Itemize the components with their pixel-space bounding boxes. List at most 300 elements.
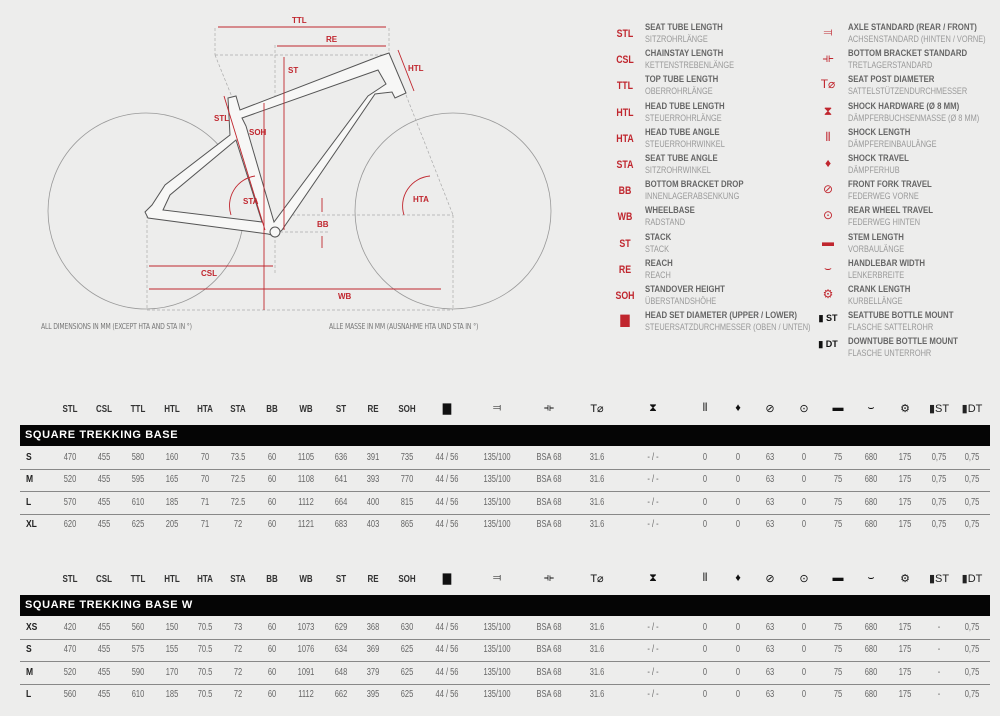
table-cell: 44 / 56 <box>435 518 459 530</box>
table-cell: 520 <box>63 666 77 678</box>
size-label: S <box>26 644 32 656</box>
legend-label-en: HANDLEBAR WIDTH <box>848 257 926 269</box>
table-cell: 70.5 <box>197 622 213 633</box>
table-cell: 44 / 56 <box>435 644 459 656</box>
legend-label-en: STANDOVER HEIGHT <box>645 284 725 295</box>
table-cell: 0 <box>702 518 708 530</box>
table-cell: 75 <box>833 452 843 463</box>
table-cell: 0,75 <box>964 518 980 530</box>
fork-travel-icon: ⊘ <box>765 573 775 585</box>
legend-label-de: TRETLAGERSTANDARD <box>848 60 933 71</box>
table-cell: 680 <box>864 474 878 486</box>
table-cell: 31.6 <box>589 644 605 656</box>
table-cell: 60 <box>267 622 277 633</box>
model-title-bar <box>20 425 990 446</box>
table-cell: 0 <box>702 452 708 463</box>
table-cell: 680 <box>864 518 878 530</box>
legend-code: HTA <box>616 132 634 145</box>
legend-label-de: SATTELSTÜTZENDURCHMESSER <box>848 86 968 97</box>
table-cell: 664 <box>334 496 348 508</box>
table-cell: BSA 68 <box>536 474 562 486</box>
table-cell: 610 <box>131 688 145 700</box>
table-cell: 175 <box>898 474 912 486</box>
legend-label-en: SHOCK LENGTH <box>848 126 911 138</box>
table-row <box>20 639 990 662</box>
table-cell: 865 <box>400 518 414 530</box>
table-cell: 44 / 56 <box>435 452 459 463</box>
label-wb: WB <box>338 292 352 301</box>
table-cell: 0 <box>735 518 741 530</box>
size-label: M <box>26 666 34 678</box>
table-cell: 150 <box>165 622 179 633</box>
legend-label-de: OBERROHRLÄNGE <box>645 86 713 97</box>
table-cell: 683 <box>334 518 348 530</box>
table-cell: 185 <box>165 688 179 700</box>
table-cell: 580 <box>131 452 145 463</box>
table-cell: 135/100 <box>483 688 511 700</box>
table-cell: - / - <box>647 688 659 700</box>
table-cell: 0 <box>735 474 741 486</box>
legend-label-de: SITZROHRLÄNGE <box>645 34 708 44</box>
table-cell: 680 <box>864 452 878 463</box>
legend-label-de: LENKERBREITE <box>848 269 905 280</box>
table-cell: 75 <box>833 666 843 678</box>
table-cell: 575 <box>131 644 145 656</box>
table-row <box>20 684 990 706</box>
table-cell: 0,75 <box>964 496 980 508</box>
table-cell: 680 <box>864 644 878 656</box>
table-cell: 636 <box>334 452 348 463</box>
table-cell: 1108 <box>297 474 315 486</box>
table-cell: 470 <box>63 452 77 463</box>
table-cell: 63 <box>765 688 775 700</box>
table-cell: 70 <box>200 474 210 486</box>
shock-hardware-icon: ⧗ <box>823 103 833 118</box>
table-cell: 72.5 <box>230 496 246 508</box>
legend-label-en: TOP TUBE LENGTH <box>645 74 719 86</box>
seatpost-icon: T⌀ <box>590 403 604 415</box>
legend-label-de: FLASCHE SATTELROHR <box>848 322 934 333</box>
table-cell: 73.5 <box>230 452 246 463</box>
bottle-st-icon: ▮ ST <box>818 313 838 324</box>
table-cell: 175 <box>898 518 912 530</box>
table-cell: 60 <box>267 666 277 678</box>
table-row <box>20 492 990 515</box>
table-cell: 44 / 56 <box>435 474 459 486</box>
seatpost-icon: T⌀ <box>820 77 836 92</box>
handlebar-icon: ⌣ <box>867 572 875 584</box>
table-row <box>20 617 990 640</box>
table-cell: 60 <box>267 518 277 530</box>
headset-icon: ▇ <box>442 403 452 415</box>
seatpost-icon: T⌀ <box>590 573 604 585</box>
table-cell: 0,75 <box>931 474 947 486</box>
table-cell: 0,75 <box>964 644 980 656</box>
legend-label-de: ACHSENSTANDARD (HINTEN / VORNE) <box>848 34 986 44</box>
legend-label-en: HEAD TUBE LENGTH <box>645 100 725 112</box>
legend-label-en: BOTTOM BRACKET DROP <box>645 179 744 191</box>
table-cell: 0 <box>735 496 741 508</box>
column-header-csl: CSL <box>96 574 112 585</box>
model-title: SQUARE TREKKING BASE W <box>25 599 193 611</box>
table-cell: 560 <box>63 688 77 700</box>
legend-label-en: SEAT TUBE ANGLE <box>645 153 718 164</box>
table-cell: 400 <box>366 496 380 508</box>
table-cell: 629 <box>334 622 348 633</box>
table-cell: 135/100 <box>483 644 511 656</box>
shock-length-icon: ⦀ <box>825 129 831 144</box>
column-header-htl: HTL <box>164 404 180 415</box>
table-cell: 185 <box>165 496 179 508</box>
table-cell: - <box>937 666 941 678</box>
table-cell: 75 <box>833 496 843 508</box>
table-cell: 0 <box>702 474 708 486</box>
table-cell: BSA 68 <box>536 452 562 463</box>
table-cell: 175 <box>898 688 912 700</box>
table-cell: 72 <box>233 644 243 656</box>
shock-length-icon: ⦀ <box>702 402 708 414</box>
table-cell: 403 <box>366 518 380 530</box>
bottle-dt-icon: ▮ DT <box>818 339 838 350</box>
table-cell: 72 <box>233 688 243 700</box>
legend-label-de: SITZROHRWINKEL <box>645 165 711 175</box>
table-cell: 175 <box>898 622 912 633</box>
legend-code: WB <box>617 211 633 224</box>
legend-label-de: KETTENSTREBENLÄNGE <box>645 60 734 71</box>
bottom-bracket-icon: ⟛ <box>544 572 554 584</box>
legend-label-de: DÄMPFERHUB <box>848 165 900 175</box>
table-cell: 735 <box>400 452 414 463</box>
table-cell: 379 <box>366 666 380 678</box>
shock-travel-icon: ♦ <box>735 402 741 414</box>
handlebar-icon: ⌣ <box>867 402 875 414</box>
table-cell: 560 <box>131 622 145 633</box>
table-cell: 0 <box>801 688 807 700</box>
table-cell: 0 <box>735 452 741 463</box>
table-cell: 680 <box>864 496 878 508</box>
column-header-hta: HTA <box>197 404 213 415</box>
table-cell: 135/100 <box>483 496 511 508</box>
table-cell: 0 <box>801 452 807 463</box>
table-cell: 625 <box>131 518 145 530</box>
table-cell: 71 <box>200 518 210 530</box>
legend-label-en: REAR WHEEL TRAVEL <box>848 205 933 217</box>
table-cell: 71 <box>200 496 210 508</box>
table-cell: - / - <box>647 474 659 486</box>
table-row <box>20 514 990 536</box>
crank-icon: ⚙ <box>822 287 834 301</box>
table-cell: 155 <box>165 644 179 656</box>
table-cell: 44 / 56 <box>435 622 459 633</box>
table-cell: 455 <box>97 496 111 508</box>
table-cell: 73 <box>233 622 243 633</box>
table-cell: 31.6 <box>589 518 605 530</box>
table-cell: 170 <box>165 666 179 678</box>
table-cell: 175 <box>898 452 912 463</box>
table-cell: 72 <box>233 518 243 530</box>
table-cell: 0 <box>702 688 708 700</box>
table-cell: 63 <box>765 518 775 530</box>
shock-length-icon: ⦀ <box>702 572 708 584</box>
note-en: ALL DIMENSIONS IN MM (EXCEPT HTA AND STA IN °) <box>41 322 192 331</box>
shock-hardware-icon: ⧗ <box>649 402 657 414</box>
column-header-bb: BB <box>266 574 278 585</box>
legend-label-en: REACH <box>645 257 673 269</box>
table-cell: 1112 <box>298 688 314 700</box>
legend-label-de: KURBELLÄNGE <box>848 296 903 306</box>
table-cell: 1105 <box>297 452 315 463</box>
frame <box>145 53 406 237</box>
column-header-hta: HTA <box>197 574 213 585</box>
table-cell: - / - <box>647 496 659 508</box>
crank-icon: ⚙ <box>900 573 910 585</box>
stem-icon: ▬ <box>832 402 844 414</box>
legend-label-en: SEAT POST DIAMETER <box>848 74 935 86</box>
table-cell: 455 <box>97 518 111 530</box>
table-row <box>20 447 990 470</box>
table-cell: BSA 68 <box>536 666 562 678</box>
model-title-bar <box>20 595 990 616</box>
table-cell: 44 / 56 <box>435 666 459 678</box>
table-cell: 570 <box>63 496 77 508</box>
label-sta: STA <box>243 197 259 206</box>
table-cell: 44 / 56 <box>435 688 459 700</box>
table-cell: 648 <box>334 666 348 678</box>
table-cell: 455 <box>97 688 111 700</box>
table-cell: - / - <box>647 518 659 530</box>
legend-code: SOH <box>615 290 635 302</box>
shock-hardware-icon: ⧗ <box>649 572 657 584</box>
table-cell: 0 <box>801 644 807 656</box>
table-cell: 0,75 <box>964 622 980 633</box>
table-cell: - <box>937 622 941 633</box>
legend-label-en: HEAD TUBE ANGLE <box>645 126 720 138</box>
axle-icon: ⫤ <box>492 402 502 414</box>
table-cell: 63 <box>765 666 775 678</box>
table-header-row <box>0 400 1000 420</box>
column-header-stl: STL <box>62 404 78 415</box>
shock-travel-icon: ♦ <box>824 156 832 170</box>
table-cell: 160 <box>165 452 179 463</box>
table-cell: 75 <box>833 644 843 656</box>
table-cell: 60 <box>267 688 277 700</box>
table-cell: 630 <box>400 622 414 633</box>
legend-label-de: STEUERSATZDURCHMESSER (OBEN / UNTEN) <box>645 322 811 333</box>
table-cell: 368 <box>366 622 380 633</box>
table-cell: BSA 68 <box>536 688 562 700</box>
table-cell: 641 <box>334 474 348 486</box>
table-cell: 31.6 <box>589 666 605 678</box>
legend-label-en: SHOCK HARDWARE (Ø 8 MM) <box>848 100 960 112</box>
table-cell: - <box>937 644 941 656</box>
table-cell: 455 <box>97 452 111 463</box>
table-cell: 135/100 <box>483 518 511 530</box>
column-header-ttl: TTL <box>130 404 146 415</box>
column-header-re: RE <box>367 574 379 585</box>
table-cell: 44 / 56 <box>435 496 459 508</box>
legend-label-de: STEUERROHRLÄNGE <box>645 112 722 123</box>
headset-icon: ▇ <box>620 313 630 328</box>
table-cell: 70.5 <box>197 688 213 700</box>
table-cell: 680 <box>864 688 878 700</box>
table-cell: 0 <box>702 622 708 633</box>
size-label: L <box>26 688 32 700</box>
table-cell: 625 <box>400 644 414 656</box>
table-cell: BSA 68 <box>536 644 562 656</box>
column-header-soh: SOH <box>398 574 416 585</box>
size-label: XL <box>26 518 37 530</box>
table-cell: 75 <box>833 518 843 530</box>
table-cell: 680 <box>864 666 878 678</box>
table-cell: 393 <box>366 474 380 486</box>
legend-label-en: DOWNTUBE BOTTLE MOUNT <box>848 336 958 348</box>
legend-label-en: SHOCK TRAVEL <box>848 153 909 164</box>
table-cell: 0,75 <box>931 518 947 530</box>
shock-travel-icon: ♦ <box>735 572 741 584</box>
legend-code: CSL <box>616 54 634 67</box>
bottle-dt-icon: ▮DT <box>961 403 983 415</box>
front-wheel <box>355 113 551 309</box>
size-label: S <box>26 452 32 463</box>
column-header-csl: CSL <box>96 404 112 415</box>
table-cell: - / - <box>647 622 659 633</box>
table-header-row <box>0 570 1000 590</box>
legend-label-en: STACK <box>645 231 672 243</box>
table-cell: 0 <box>801 518 807 530</box>
bottle-st-icon: ▮ST <box>928 403 950 415</box>
label-bb: BB <box>317 220 329 229</box>
table-cell: 0 <box>801 666 807 678</box>
legend-label-de: STEUERROHRWINKEL <box>645 138 725 149</box>
table-cell: 175 <box>898 666 912 678</box>
bottle-dt-icon: ▮DT <box>961 573 983 585</box>
label-re: RE <box>326 35 338 44</box>
handlebar-icon: ⌣ <box>824 260 832 275</box>
table-cell: 60 <box>267 496 277 508</box>
table-cell: 395 <box>366 688 380 700</box>
size-label: M <box>26 474 34 486</box>
axle-icon: ⫤ <box>492 572 502 584</box>
table-cell: 135/100 <box>483 474 511 486</box>
legend-code: HTL <box>616 106 634 119</box>
column-header-ttl: TTL <box>130 574 146 585</box>
stem-icon: ▬ <box>832 572 844 584</box>
table-cell: 70 <box>200 452 210 463</box>
table-cell: - / - <box>647 666 659 678</box>
table-cell: 0,75 <box>931 496 947 508</box>
bottom-bracket-icon: ⟛ <box>822 51 834 66</box>
legend-code: BB <box>618 185 632 198</box>
legend-label-de: FLASCHE UNTERROHR <box>848 348 932 359</box>
table-cell: 1121 <box>297 518 315 530</box>
table-cell: BSA 68 <box>536 518 562 530</box>
legend-label-de: VORBAULÄNGE <box>848 243 905 254</box>
table-cell: 31.6 <box>589 622 605 633</box>
note-de: ALLE MASSE IN MM (AUSNAHME HTA UND STA IN °) <box>329 322 479 331</box>
legend-code: ST <box>619 237 631 250</box>
legend-code: STL <box>616 28 634 40</box>
table-cell: 60 <box>267 644 277 656</box>
legend-label-en: STEM LENGTH <box>848 231 904 243</box>
legend-label-de: DÄMPFERBUCHSENMASSE (Ø 8 MM) <box>848 112 980 123</box>
table-cell: 0 <box>702 666 708 678</box>
table-cell: 75 <box>833 688 843 700</box>
table-cell: 31.6 <box>589 688 605 700</box>
table-cell: 60 <box>267 452 277 463</box>
table-cell: 0 <box>735 644 741 656</box>
table-cell: 63 <box>765 496 775 508</box>
table-cell: 391 <box>366 452 380 463</box>
legend-label-en: BOTTOM BRACKET STANDARD <box>848 48 968 60</box>
legend-label-en: SEATTUBE BOTTLE MOUNT <box>848 310 954 322</box>
legend-label-de: FEDERWEG HINTEN <box>848 217 921 228</box>
table-cell: 590 <box>131 666 145 678</box>
table-cell: 420 <box>63 622 77 633</box>
legend-label-de: STACK <box>645 243 670 254</box>
rear-travel-icon: ⊙ <box>822 208 834 223</box>
fork-travel-icon: ⊘ <box>765 403 775 415</box>
table-cell: 0,75 <box>964 688 980 700</box>
column-header-sta: STA <box>230 404 246 415</box>
table-cell: 31.6 <box>589 496 605 508</box>
legend-label-en: HEAD SET DIAMETER (UPPER / LOWER) <box>645 310 797 322</box>
table-cell: 75 <box>833 474 843 486</box>
label-htl: HTL <box>408 64 424 73</box>
table-cell: 175 <box>898 496 912 508</box>
table-cell: 662 <box>334 688 348 700</box>
table-cell: 625 <box>400 666 414 678</box>
legend-code: RE <box>618 263 632 276</box>
legend-label-en: WHEELBASE <box>645 205 695 217</box>
table-cell: 72 <box>233 666 243 678</box>
bottom-bracket-icon: ⟛ <box>544 402 554 414</box>
table-cell: 63 <box>765 644 775 656</box>
table-cell: 165 <box>165 474 179 486</box>
table-cell: 0 <box>702 644 708 656</box>
legend-label-de: ÜBERSTANDSHÖHE <box>645 296 717 306</box>
column-header-stl: STL <box>62 574 78 585</box>
table-cell: BSA 68 <box>536 496 562 508</box>
table-cell: 0 <box>735 688 741 700</box>
table-row <box>20 469 990 492</box>
size-label: L <box>26 496 32 508</box>
table-cell: 369 <box>366 644 380 656</box>
column-header-st: ST <box>335 404 347 415</box>
fork-travel-icon: ⊘ <box>822 182 834 197</box>
column-header-re: RE <box>367 404 379 415</box>
table-cell: 135/100 <box>483 622 511 633</box>
table-cell: BSA 68 <box>536 622 562 633</box>
table-cell: 680 <box>864 622 878 633</box>
table-cell: 455 <box>97 644 111 656</box>
table-cell: 455 <box>97 474 111 486</box>
table-cell: 63 <box>765 452 775 463</box>
table-cell: 135/100 <box>483 452 511 463</box>
table-cell: 455 <box>97 622 111 633</box>
headset-icon: ▇ <box>442 573 452 585</box>
table-cell: 63 <box>765 474 775 486</box>
table-cell: 625 <box>400 688 414 700</box>
model-title: SQUARE TREKKING BASE <box>25 429 179 441</box>
label-st: ST <box>288 66 299 75</box>
legend-label-de: REACH <box>645 269 671 280</box>
size-label: XS <box>26 622 38 633</box>
legend-code: TTL <box>616 80 634 93</box>
table-cell: 72.5 <box>230 474 246 486</box>
legend-label-en: SEAT TUBE LENGTH <box>645 22 723 33</box>
table-cell: 620 <box>63 518 77 530</box>
legend-label-de: INNENLAGERABSENKUNG <box>645 191 740 202</box>
